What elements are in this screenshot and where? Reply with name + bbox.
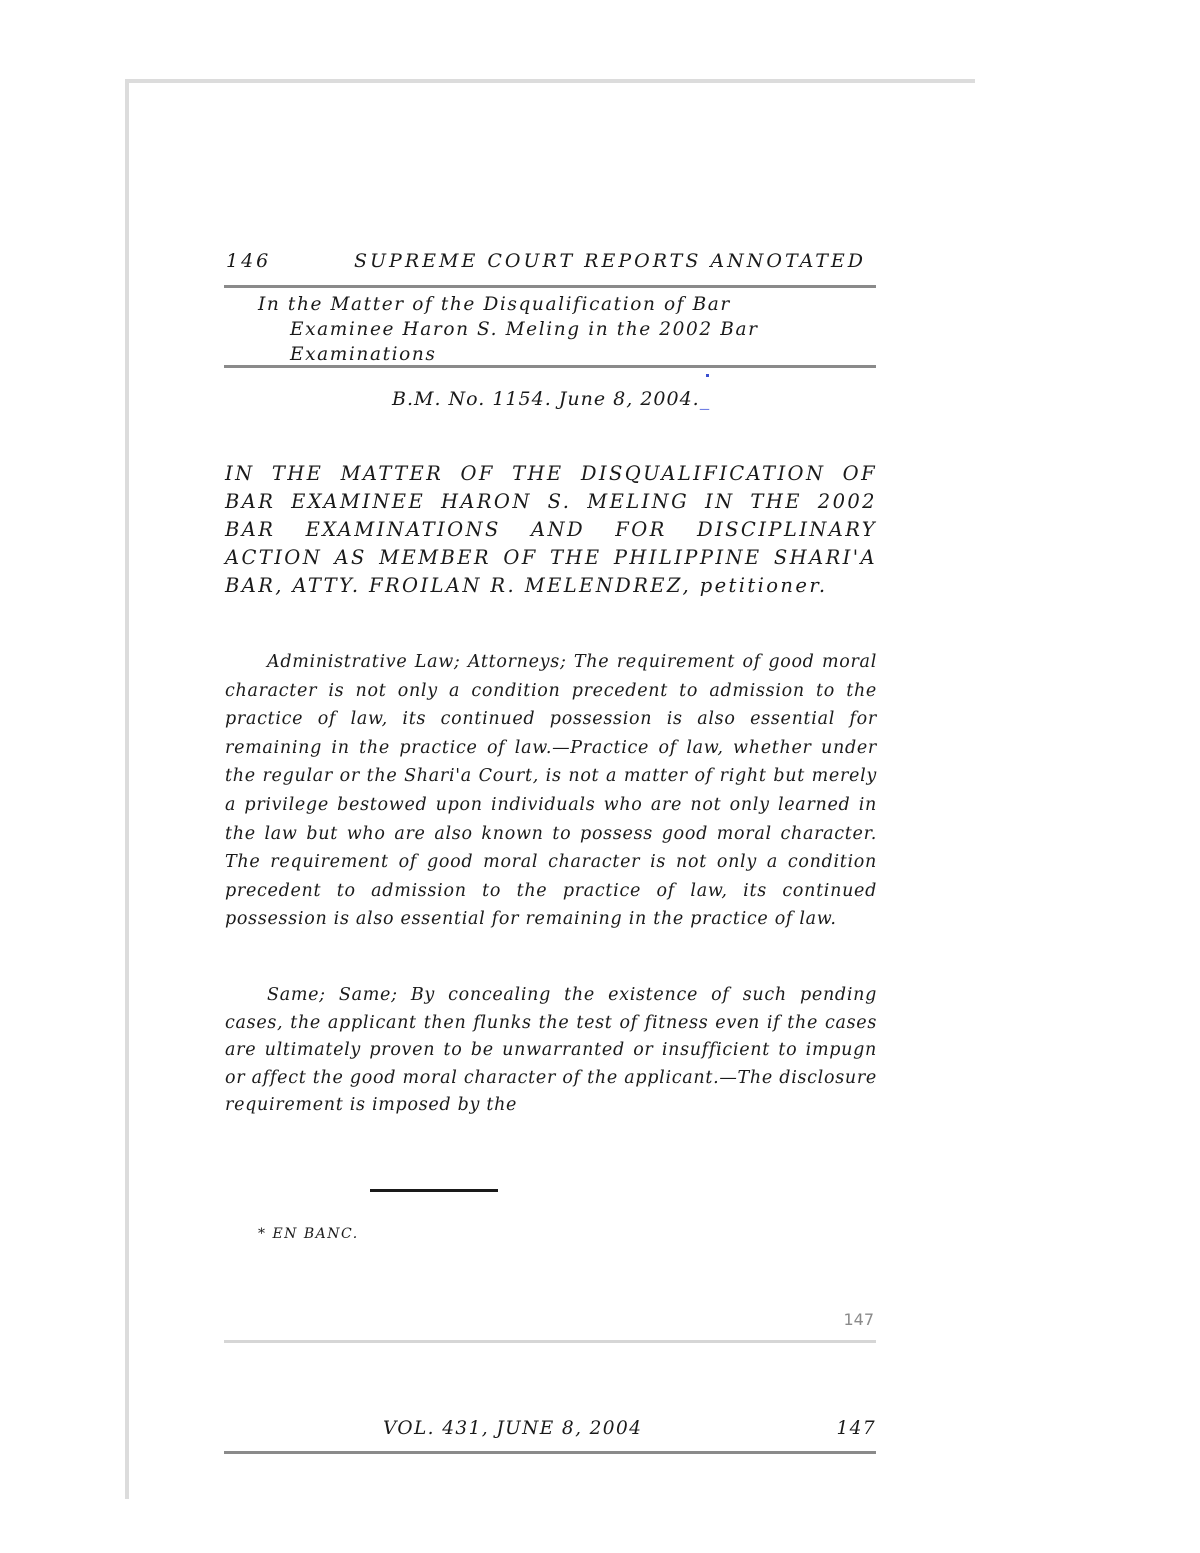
syllabus-paragraph: Same; Same; By concealing the existence of such pending cases, the applicant then flunks the test of fitness even if the cases are ultimately proven to be unwarranted or insufficient to impugn or affect the good moral character of the applicant.—The disclosure requirement is imposed by the [225,985,877,1115]
page-number: 147 [836,1418,876,1439]
next-page-number: 147 [843,1310,874,1329]
footnote-rule [370,1189,498,1192]
caption-line: Examinations [290,344,437,365]
syllabus-paragraph: Administrative Law; Attorneys; The requirement of good moral character is not only a condition precedent to admission to the practice of law, its continued possession is also essential for remaining in the practice of law.—Practice of law, whether under the regular or the Shari'a Court, is not a matter of right but merely a privilege bestowed upon individuals who are not only learned in the law but who are also known to possess good moral character. The requirement of good moral character is not only a condition precedent to admission to the practice of law, its continued possession is also essential for remaining in the practice of law. [225,652,877,930]
case-caption [258,292,818,367]
page-frame-top [125,79,975,83]
header-rule [224,285,876,288]
footnote-reference-mark[interactable] [706,374,709,377]
caption-line: Examinee Haron S. Meling in the 2002 Bar [290,319,759,340]
page-separator [224,1340,876,1343]
docket-line [392,388,710,410]
case-title: IN THE MATTER OF THE DISQUALIFICATION OF BAR EXAMINEE HARON S. MELING IN THE 2002 BAR EXAMINATIONS AND FOR DISCIPLINARY ACTION AS MEMBER OF THE PHILIPPINE SHARI'A BAR, ATTY. FROILAN R. MELENDREZ, petitioner. [225,462,877,597]
footnote-link[interactable]: _ [699,388,711,410]
caption-rule [224,365,876,368]
caption-line: In the Matter of the Disqualification of Bar [258,294,731,315]
volume-running-head: VOL. 431, JUNE 8, 2004 [383,1418,643,1439]
header-rule [224,1451,876,1454]
footnote: * EN BANC. [258,1226,359,1242]
page-frame-left [125,79,129,1499]
page-number: 146 [226,250,272,272]
docket-number: B.M. No. 1154. June 8, 2004. [392,388,700,410]
running-head [226,250,876,278]
reporter-title: SUPREME COURT REPORTS ANNOTATED [354,250,867,272]
